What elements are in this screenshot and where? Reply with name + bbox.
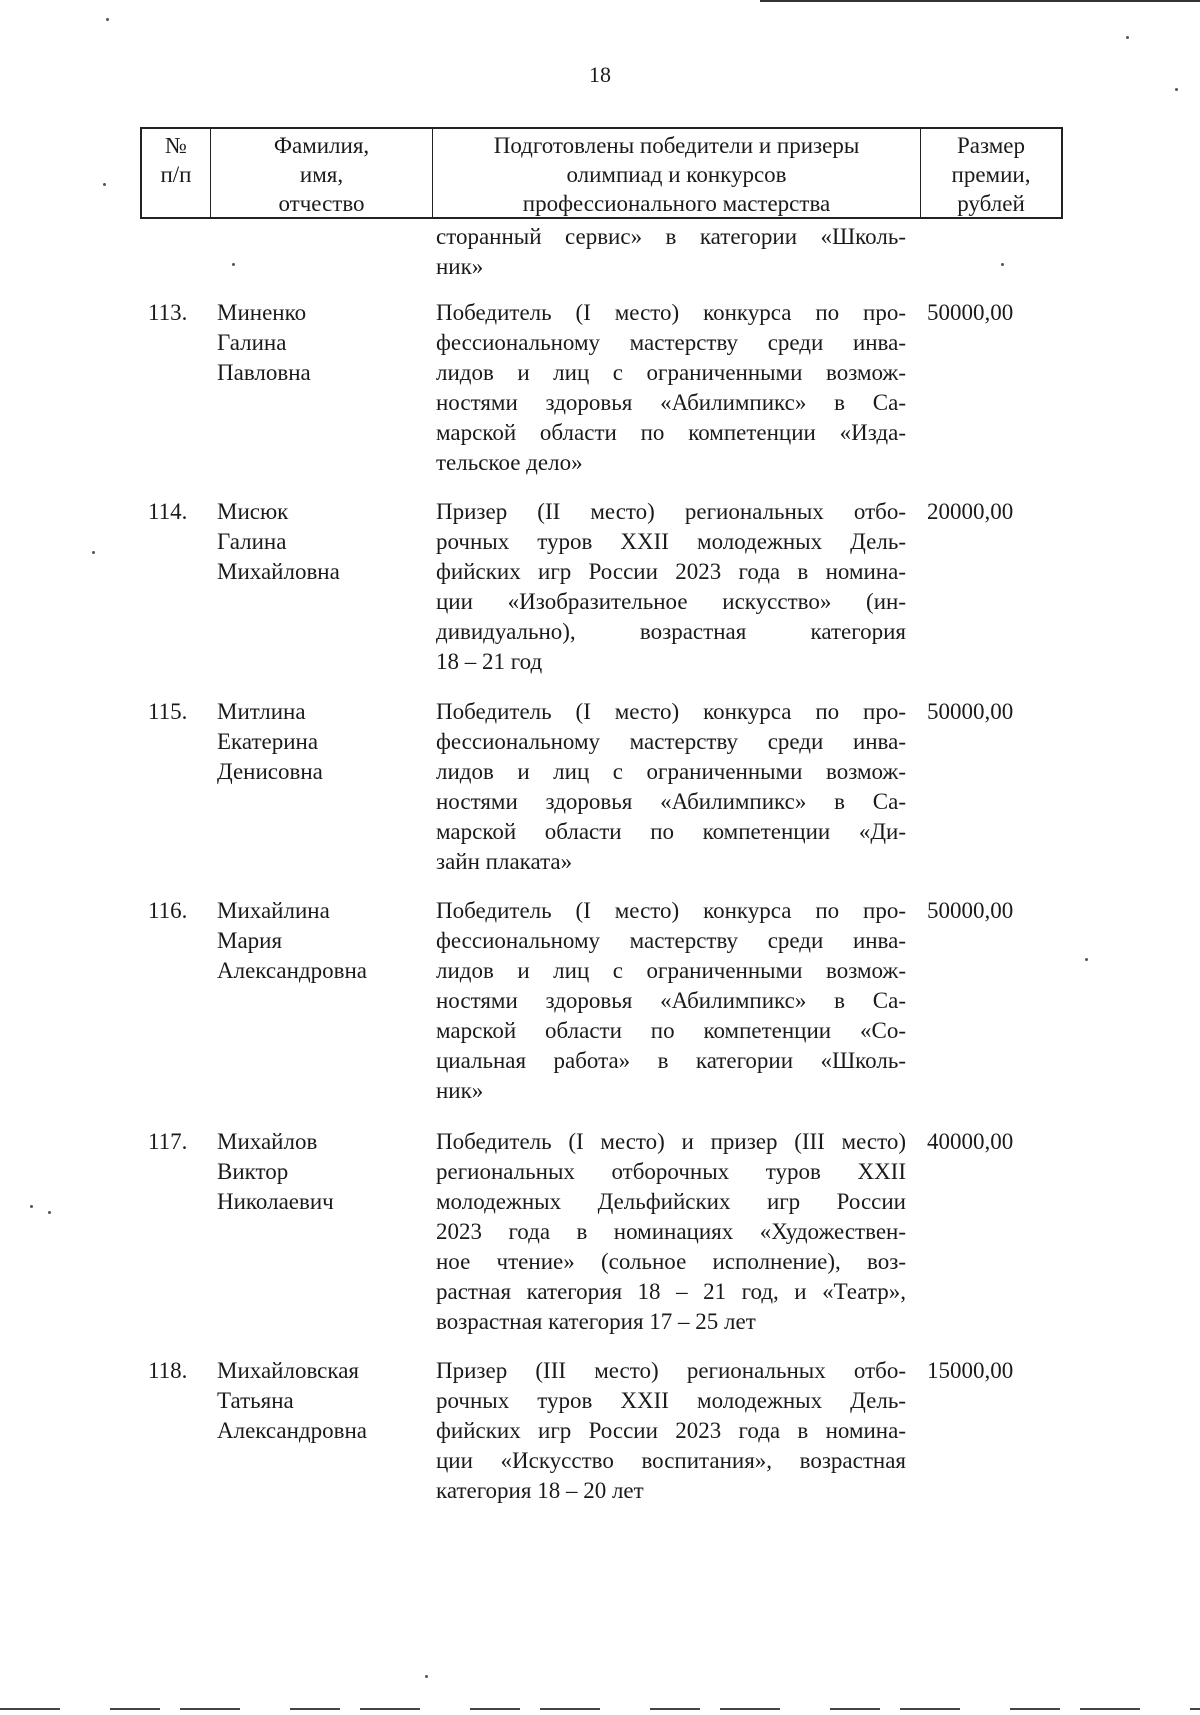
header-full-name: Фамилия, имя, отчество xyxy=(211,129,433,217)
text-line: фессиональному мастерству среди инва- xyxy=(436,729,906,754)
text-line: рочных туров XXII молодежных Дель- xyxy=(436,529,906,554)
text-line: региональных отборочных туров XXII xyxy=(436,1159,906,1184)
text-line: Призер (III место) региональных отбо- xyxy=(436,1358,906,1383)
text-line: 2023 года в номинациях «Художествен- xyxy=(436,1219,906,1244)
row-number: 113. xyxy=(148,300,188,325)
scan-speck xyxy=(232,263,235,266)
text-line: ное чтение» (сольное исполнение), воз- xyxy=(436,1249,906,1274)
row-full-name: Миненко Галина Павловна xyxy=(217,300,311,385)
page-number: 18 xyxy=(589,62,611,87)
scan-speck xyxy=(48,1211,51,1214)
text-line: лидов и лиц с ограниченными возмож- xyxy=(436,958,906,983)
header-bonus-amount: Размер премии, рублей xyxy=(951,133,1031,216)
row-achievement xyxy=(436,1127,906,1337)
row-bonus-amount: 15000,00 xyxy=(927,1358,1014,1383)
text-line: лидов и лиц с ограниченными возмож- xyxy=(436,759,906,784)
text-line: растная категория 18 – 21 год, и «Театр», xyxy=(436,1279,906,1304)
text-line: лидов и лиц с ограниченными возмож- xyxy=(436,360,906,385)
text-line: категория 18 – 20 лет xyxy=(436,1478,644,1503)
row-full-name: Михайлов Виктор Николаевич xyxy=(217,1129,334,1214)
text-line: дивидуально), возрастная категория xyxy=(436,619,906,644)
row-number: 117. xyxy=(148,1129,188,1154)
row-bonus-amount: 20000,00 xyxy=(927,499,1014,524)
text-line: рочных туров XXII молодежных Дель- xyxy=(436,1388,906,1413)
row-bonus-amount: 40000,00 xyxy=(927,1129,1014,1154)
scan-speck xyxy=(425,1675,428,1678)
row-full-name: Михайловская Татьяна Александровна xyxy=(217,1358,367,1443)
row-achievement xyxy=(436,497,906,677)
row-achievement xyxy=(436,1356,906,1506)
text-line: ник» xyxy=(436,1078,484,1103)
text-line: циальная работа» в категории «Школь- xyxy=(436,1048,906,1073)
text-line: сторанный сервис» в категории «Школь- xyxy=(436,224,906,249)
text-line: молодежных Дельфийских игр России xyxy=(436,1189,906,1214)
scan-speck xyxy=(1085,958,1088,961)
text-line: ции «Искусство воспитания», возрастная xyxy=(436,1448,906,1473)
text-line: ностями здоровья «Абилимпикс» в Са- xyxy=(436,390,906,415)
scan-speck xyxy=(1175,88,1178,91)
text-line: Победитель (I место) конкурса по про- xyxy=(436,699,906,724)
text-line: ник» xyxy=(436,254,484,279)
row-full-name: Михайлина Мария Александровна xyxy=(217,898,367,983)
text-line: фессиональному мастерству среди инва- xyxy=(436,928,906,953)
scan-bottom-rule xyxy=(0,1708,1200,1710)
text-line: 18 – 21 год xyxy=(436,649,543,674)
row-full-name: Мисюк Галина Михайловна xyxy=(217,499,340,584)
text-line: ностями здоровья «Абилимпикс» в Са- xyxy=(436,789,906,814)
text-line: Победитель (I место) конкурса по про- xyxy=(436,300,906,325)
scan-speck xyxy=(1126,36,1129,39)
scan-speck xyxy=(1001,263,1004,266)
row-number: 114. xyxy=(148,499,188,524)
continuation-text xyxy=(436,222,906,282)
text-line: ции «Изобразительное искусство» (ин- xyxy=(436,589,906,614)
text-line: фессиональному мастерству среди инва- xyxy=(436,330,906,355)
text-line: Призер (II место) региональных отбо- xyxy=(436,499,906,524)
row-achievement xyxy=(436,896,906,1106)
text-line: марской области по компетенции «Изда- xyxy=(436,420,906,445)
scan-speck xyxy=(106,18,109,21)
text-line: марской области по компетенции «Со- xyxy=(436,1018,906,1043)
scan-top-rule xyxy=(760,0,1200,2)
text-line: Победитель (I место) конкурса по про- xyxy=(436,898,906,923)
text-line: фийских игр России 2023 года в номина- xyxy=(436,1418,906,1443)
header-number: № п/п xyxy=(142,129,211,217)
row-full-name: Митлина Екатерина Денисовна xyxy=(217,699,323,784)
text-line: Победитель (I место) и призер (III место) xyxy=(436,1129,906,1154)
row-number: 118. xyxy=(148,1358,188,1383)
row-bonus-amount: 50000,00 xyxy=(927,699,1014,724)
row-achievement xyxy=(436,697,906,877)
scan-speck xyxy=(92,551,95,554)
table-header xyxy=(140,127,1063,219)
scan-speck xyxy=(103,183,106,186)
row-number: 115. xyxy=(148,699,188,724)
text-line: тельское дело» xyxy=(436,450,583,475)
text-line: фийских игр России 2023 года в номина- xyxy=(436,559,906,584)
row-achievement xyxy=(436,298,906,478)
text-line: зайн плаката» xyxy=(436,849,573,874)
row-number: 116. xyxy=(148,898,188,923)
row-bonus-amount: 50000,00 xyxy=(927,300,1014,325)
text-line: возрастная категория 17 – 25 лет xyxy=(436,1309,756,1334)
text-line: марской области по компетенции «Ди- xyxy=(436,819,906,844)
scan-speck xyxy=(30,1205,33,1208)
header-achievement: Подготовлены победители и призеры олимпиад и конкурсов профессионального мастерства xyxy=(433,129,921,217)
text-line: ностями здоровья «Абилимпикс» в Са- xyxy=(436,988,906,1013)
row-bonus-amount: 50000,00 xyxy=(927,898,1014,923)
